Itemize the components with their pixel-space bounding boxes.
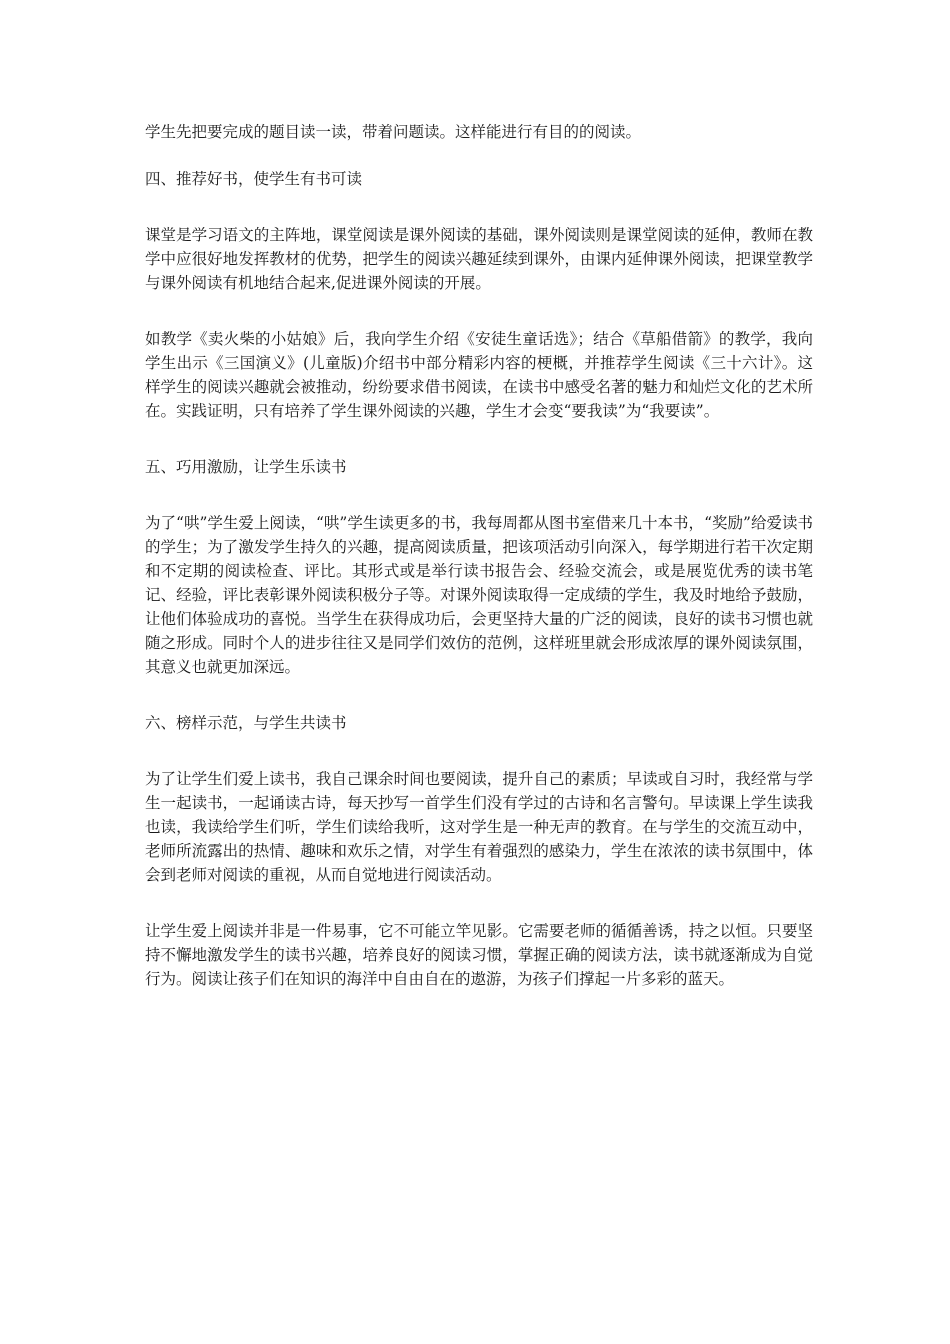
- section-heading-6: 六、榜样示范，与学生共读书: [145, 714, 347, 732]
- section-heading-4: 四、推荐好书，使学生有书可读: [145, 170, 363, 188]
- paragraph-intro: 学生先把要完成的题目读一读，带着问题读。这样能进行有目的的阅读。: [145, 123, 642, 141]
- document-body: [145, 120, 813, 1023]
- paragraph-book-examples: 如教学《卖火柴的小姑娘》后，我向学生介绍《安徒生童话选》；结合《草船借箭》的教学，我向学生出示《三国演义》(儿童版)介绍书中部分精彩内容的梗概，并推荐学生阅读《三十六计》。这样学生的阅读兴趣就会被推动，纷纷要求借书阅读，在读书中感受名著的魅力和灿烂文化的艺术所在。实践证明，只有培养了学生课外阅读的兴趣，学生才会变“要我读”为“我要读”。: [145, 330, 813, 420]
- paragraph-encouragement: 为了“哄”学生爱上阅读，“哄”学生读更多的书，我每周都从图书室借来几十本书，“奖励”给爱读书的学生；为了激发学生持久的兴趣，提高阅读质量，把该项活动引向深入，每学期进行若干次定期和不定期的阅读检查、评比。其形式或是举行读书报告会、经验交流会，或是展览优秀的读书笔记、经验，评比表彰课外阅读积极分子等。对课外阅读取得一定成绩的学生，我及时地给予鼓励，让他们体验成功的喜悦。当学生在获得成功后，会更坚持大量的广泛的阅读，良好的读书习惯也就随之形成。同时个人的进步往往又是同学们效仿的范例，这样班里就会形成浓厚的课外阅读氛围，其意义也就更加深远。: [145, 514, 813, 676]
- paragraph-role-model: 为了让学生们爱上读书，我自己课余时间也要阅读，提升自己的素质；早读或自习时，我经常与学生一起读书，一起诵读古诗，每天抄写一首学生们没有学过的古诗和名言警句。早读课上学生读我也读，我读给学生们听，学生们读给我听，这对学生是一种无声的教育。在与学生的交流互动中，老师所流露出的热情、趣味和欢乐之情，对学生有着强烈的感染力，学生在浓浓的读书氛围中，体会到老师对阅读的重视，从而自觉地进行阅读活动。: [145, 770, 813, 884]
- paragraph-conclusion: 让学生爱上阅读并非是一件易事，它不可能立竿见影。它需要老师的循循善诱，持之以恒。只要坚持不懈地激发学生的读书兴趣，培养良好的阅读习惯，掌握正确的阅读方法，读书就逐渐成为自觉行为。阅读让孩子们在知识的海洋中自由自在的遨游，为孩子们撑起一片多彩的蓝天。: [145, 922, 813, 988]
- paragraph-classroom-reading: 课堂是学习语文的主阵地，课堂阅读是课外阅读的基础，课外阅读则是课堂阅读的延伸，教师在教学中应很好地发挥教材的优势，把学生的阅读兴趣延续到课外，由课内延伸课外阅读，把课堂教学与课外阅读有机地结合起来,促进课外阅读的开展。: [145, 226, 813, 292]
- section-heading-5: 五、巧用激励，让学生乐读书: [145, 458, 347, 476]
